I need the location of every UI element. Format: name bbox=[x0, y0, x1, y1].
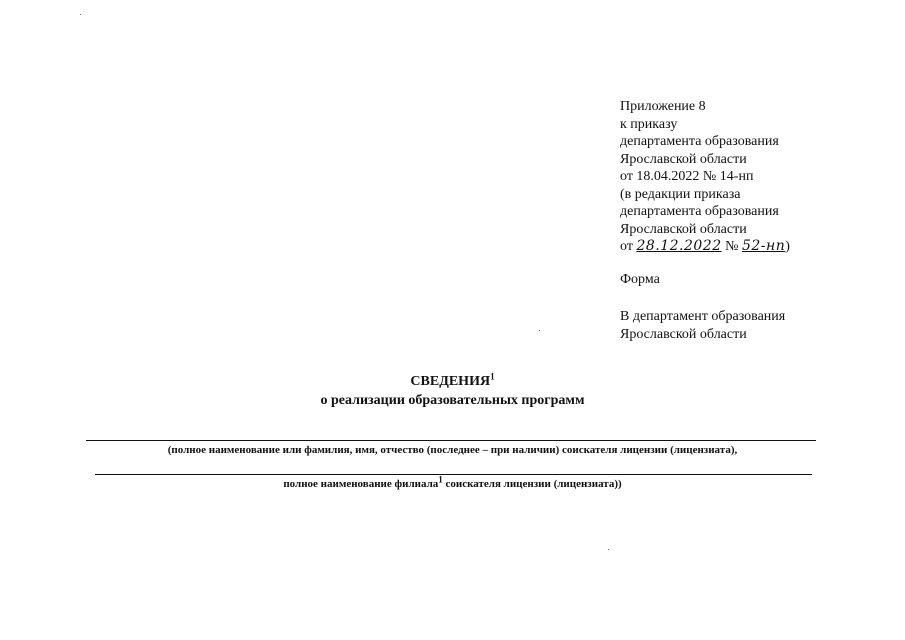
caption-line-1: (полное наименование или фамилия, имя, отчество (последнее – при наличии) соискателя лицензии (лицензиата), bbox=[167, 444, 738, 456]
caption-suffix: соискателя лицензии (лицензиата)) bbox=[442, 478, 622, 490]
scan-speck bbox=[539, 330, 540, 331]
header-line: от 18.04.2022 № 14-нп bbox=[620, 169, 754, 184]
header-line: департамента образования bbox=[620, 204, 779, 219]
handwritten-number: 52-нп bbox=[741, 238, 786, 254]
footnote-mark: 1 bbox=[438, 474, 443, 485]
amend-close: ) bbox=[785, 239, 790, 254]
fill-in-line bbox=[95, 474, 812, 475]
header-line: Приложение 8 bbox=[620, 99, 706, 114]
form-label: Форма bbox=[620, 272, 660, 287]
title-text: СВЕДЕНИЯ bbox=[410, 374, 491, 389]
number-sign: № bbox=[725, 239, 739, 254]
header-line: Ярославской области bbox=[620, 221, 747, 237]
header-line: департамента образования bbox=[620, 134, 779, 149]
fill-in-line bbox=[86, 440, 816, 441]
recipient-line: В департамент образования bbox=[620, 309, 786, 324]
handwritten-date: 28.12.2022 bbox=[636, 238, 722, 254]
appendix-header bbox=[620, 98, 790, 256]
amend-prefix: от bbox=[620, 239, 633, 254]
footnote-mark: 1 bbox=[490, 371, 495, 382]
header-line: Ярославской области bbox=[620, 151, 747, 167]
document-title bbox=[0, 371, 905, 390]
header-line: к приказу bbox=[620, 116, 678, 132]
amendment-line bbox=[620, 238, 790, 256]
caption-line-2 bbox=[0, 474, 905, 490]
recipient-block bbox=[620, 308, 785, 343]
document-subtitle: о реализации образовательных программ bbox=[320, 393, 585, 408]
recipient-line: Ярославской области bbox=[620, 326, 747, 342]
scan-speck bbox=[608, 549, 609, 550]
caption-prefix: полное наименование филиала bbox=[283, 478, 439, 490]
header-line: (в редакции приказа bbox=[620, 186, 741, 202]
scan-speck bbox=[80, 14, 81, 15]
